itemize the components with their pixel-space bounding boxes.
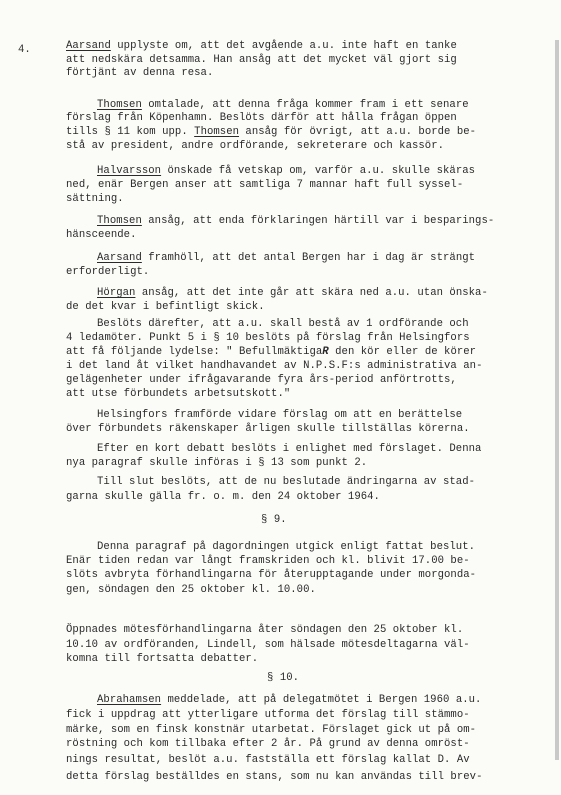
text-span: fick i uppdrag att ytterligare utforma det förslag till stämmo- [66, 709, 470, 721]
text-line [66, 54, 457, 66]
text-line [66, 491, 380, 503]
text-line [97, 541, 475, 553]
text-line [66, 140, 444, 152]
text-span: komna till fortsatta debatter. [66, 653, 259, 665]
text-span: tills § 11 kom upp. [66, 126, 195, 138]
text-span: ansåg, att det inte går att skära ned a.u. utan önska- [135, 287, 488, 299]
text-line [66, 754, 470, 766]
text-span: stå av president, andre ordförande, sekreterare och kassör. [66, 140, 445, 152]
text-span: den kör eller de körer [328, 346, 477, 358]
text-span: omtalade, att denna fråga kommer fram i ett senare [141, 99, 469, 111]
text-span: Helsingfors framförde vidare förslag om att en berättelse [97, 409, 463, 421]
text-line [66, 555, 470, 567]
text-line [66, 332, 470, 344]
text-line [66, 709, 470, 721]
text-span: gelägenheter under ifrågavarande fyra års-period anförtrotts, [66, 374, 457, 386]
text-span: de det kvar i befintligt skick. [66, 301, 265, 313]
text-line [66, 569, 476, 581]
text-span: ansåg för övrigt, att a.u. borde be- [239, 126, 477, 138]
text-line [267, 672, 299, 684]
text-line [66, 360, 482, 372]
text-line [97, 165, 475, 177]
text-span: önskade få vetskap om, varför a.u. skulle skäras [161, 165, 476, 177]
text-span: Beslöts därefter, att a.u. skall bestå av 1 ordförande och [97, 318, 469, 330]
text-line [66, 346, 476, 358]
handwritten-correction: R [322, 346, 329, 358]
text-span: upplyste om, att det avgående a.u. inte haft en tanke [110, 40, 457, 52]
text-span: över förbundets räkenskaper årligen skulle tillställas körerna. [66, 423, 470, 435]
text-span: sättning. [66, 193, 124, 205]
text-line [66, 771, 482, 783]
text-line [66, 584, 316, 596]
text-span: 10.10 av ordföranden, Lindell, som hälsade mötesdeltagarna väl- [66, 639, 470, 651]
text-line [66, 624, 463, 636]
text-span: slöts avbryta förhandlingarna för återupptagande under morgonda- [66, 569, 477, 581]
underlined-name: Aarsand [66, 40, 111, 52]
underlined-name: Halvarsson [97, 165, 162, 177]
text-span: att få följande lydelse: " Befullmäktiga [66, 346, 323, 358]
text-line [66, 229, 136, 241]
text-line [66, 724, 476, 736]
text-line [66, 301, 265, 313]
underlined-name: Hörgan [97, 287, 136, 299]
text-line [66, 457, 367, 469]
text-line [97, 318, 469, 330]
text-line [97, 409, 462, 421]
text-span: § 9. [261, 514, 287, 526]
text-span: detta förslag beställdes en stans, som nu kan användas till brev- [66, 771, 483, 783]
text-span: nya paragraf skulle införas i § 13 som punkt 2. [66, 457, 368, 469]
text-span: ansåg, att enda förklaringen härtill var i besparings- [141, 215, 495, 227]
text-span: meddelade, att på delegatmötet i Bergen 1960 a.u. [161, 694, 482, 706]
section-number: 4. [18, 44, 31, 56]
text-line [66, 193, 124, 205]
text-span: erforderligt. [66, 266, 150, 278]
text-line [97, 215, 494, 227]
text-span: 4 ledamöter. Punkt 5 i § 10 beslöts på förslag från Helsingfors [66, 332, 470, 344]
text-span: hänsceende. [66, 229, 137, 241]
underlined-name: Thomsen [194, 126, 240, 138]
text-span: röstning och kom tillbaka efter 2 år. På grund av denna omröst- [66, 738, 470, 750]
text-span: Öppnades mötesförhandlingarna åter söndagen den 25 oktober kl. [66, 624, 464, 636]
text-line [66, 266, 149, 278]
text-line [66, 653, 258, 665]
text-line [66, 374, 457, 386]
text-span: förslag från Köpenhamn. Beslöts därför att hålla frågan öppen [66, 112, 457, 124]
underlined-name: Thomsen [97, 215, 142, 227]
text-span: § 10. [267, 672, 300, 684]
text-span: garna skulle gälla fr. o. m. den 24 oktober 1964. [66, 491, 380, 503]
text-span: Efter en kort debatt beslöts i enlighet med förslaget. Denna [97, 443, 482, 455]
text-span: Enär tiden redan var långt framskriden och kl. blivit 17.00 be- [66, 555, 470, 567]
text-line [66, 67, 213, 79]
text-line [66, 639, 470, 651]
text-span: i det land åt vilket handhavandet av N.P.S.F:s administrativa an- [66, 360, 483, 372]
text-span: nings resultat, beslöt a.u. fastställa ett förslag kallat D. Av [66, 754, 470, 766]
text-line [97, 694, 481, 706]
text-line [66, 179, 463, 191]
text-line [66, 126, 476, 138]
page-edge-shadow [555, 40, 559, 760]
text-line [66, 388, 290, 400]
text-span: Denna paragraf på dagordningen utgick enligt fattat beslut. [97, 541, 476, 553]
text-line [97, 99, 469, 111]
text-line [66, 112, 457, 124]
text-span: Till slut beslöts, att de nu beslutade ändringarna av stad- [97, 476, 476, 488]
text-line [97, 476, 475, 488]
text-line [97, 443, 481, 455]
text-line [66, 40, 457, 52]
text-line [66, 738, 470, 750]
underlined-name: Aarsand [97, 252, 142, 264]
text-span: märke, som en finsk konstnär utarbetat. Förslaget gick ut på om- [66, 724, 477, 736]
underlined-name: Abrahamsen [97, 694, 162, 706]
text-span: framhöll, att det antal Bergen har i dag är strängt [141, 252, 476, 264]
text-line [97, 252, 475, 264]
text-span: gen, söndagen den 25 oktober kl. 10.00. [66, 584, 316, 596]
text-line [261, 514, 287, 526]
text-line [66, 423, 470, 435]
text-span: ned, enär Bergen anser att samtliga 7 mannar haft full syssel- [66, 179, 464, 191]
text-line [97, 287, 488, 299]
text-span: förtjänt av denna resa. [66, 67, 214, 79]
text-span: att utse förbundets arbetsutskott." [66, 388, 291, 400]
underlined-name: Thomsen [97, 99, 142, 111]
text-span: att nedskära detsamma. Han ansåg att det mycket väl gjort sig [66, 54, 457, 66]
